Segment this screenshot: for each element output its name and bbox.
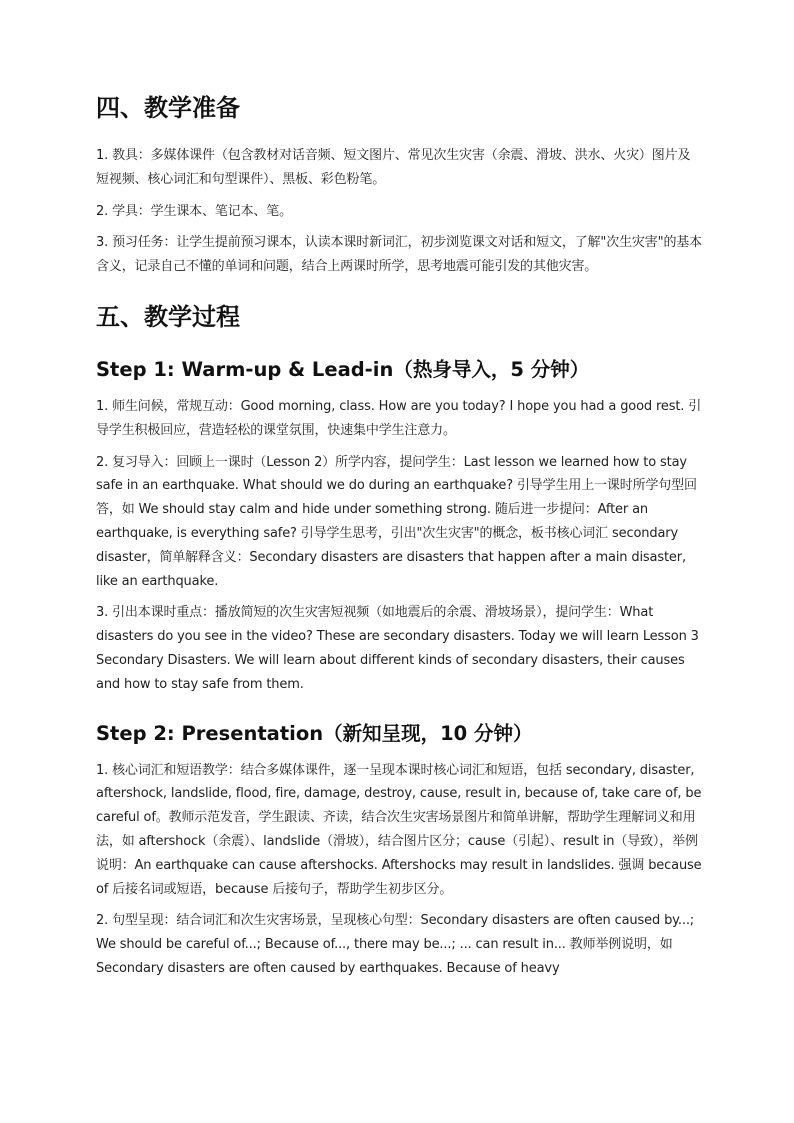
step1-paragraph-greeting: 1. 师生问候，常规互动：Good morning, class. How are you today? I hope you had a good rest. 引导学生积极回应，营造轻松的课堂氛围，快速集中学生注意力。 [96, 398, 702, 438]
step2-paragraph-sentence-patterns: 2. 句型呈现：结合词汇和次生灾害场景，呈现核心句型：Secondary disasters are often caused by...; We should be careful of...; Because of..., there may be...; ... can result in... 教师举例说明，如 Secondary disasters are often caused by earthquakes. Because of heavy [96, 913, 695, 976]
section-heading-preparation: 四、教学准备 [96, 94, 240, 122]
paragraph-student-materials: 2. 学具：学生课本、笔记本、笔。 [96, 203, 292, 219]
document-page [96, 88, 702, 989]
step1-paragraph-focus: 3. 引出本课时重点：播放简短的次生灾害短视频（如地震后的余震、滑坡场景），提问学生：What disasters do you see in the video? These are secondary disasters. Today we will learn Lesson 3 Secondary Disasters. We will learn about different kinds of secondary disasters, their causes and how to stay safe from them. [96, 605, 699, 692]
paragraph-teaching-aids: 1. 教具：多媒体课件（包含教材对话音频、短文图片、常见次生灾害（余震、滑坡、洪水、火灾）图片及短视频、核心词汇和句型课件）、黑板、彩色粉笔。 [96, 148, 691, 187]
step1-paragraph-review: 2. 复习导入：回顾上一课时（Lesson 2）所学内容，提问学生：Last lesson we learned how to stay safe in an earthquake. What should we do during an earthquake? 引导学生用上一课时所学句型回答，如 We should stay calm and hide under something strong. 随后进一步提问：After an earthquake, is everything safe? 引导学生思考，引出"次生灾害"的概念，板书核心词汇 secondary disaster，简单解释含义：Secondary disasters are disasters that happen after a main disaster, like an earthquake. [96, 454, 697, 589]
paragraph-preview-task: 3. 预习任务：让学生提前预习课本，认读本课时新词汇，初步浏览课文对话和短文，了解"次生灾害"的基本含义，记录自己不懂的单词和问题，结合上两课时所学，思考地震可能引发的其他灾害。 [96, 235, 702, 275]
section-heading-process: 五、教学过程 [96, 302, 240, 331]
step2-heading: Step 2: Presentation（新知呈现，10 分钟） [96, 721, 533, 745]
step1-heading: Step 1: Warm-up & Lead-in（热身导入，5 分钟） [96, 357, 590, 381]
step2-paragraph-vocabulary: 1. 核心词汇和短语教学：结合多媒体课件，逐一呈现本课时核心词汇和短语，包括 secondary, disaster, aftershock, landslide, flood, fire, damage, destroy, cause, result in, because of, take care of, be careful of。教师示范发音，学生跟读、齐读，结合次生灾害场景图片和简单讲解，帮助学生理解词义和用法，如 aftershock（余震）、landslide（滑坡），结合图片区分；cause（引起）、result in（导致），举例说明：An earthquake can cause aftershocks. Aftershocks may result in landslides. 强调 because of 后接名词或短语，because 后接句子，帮助学生初步区分。 [96, 762, 702, 897]
